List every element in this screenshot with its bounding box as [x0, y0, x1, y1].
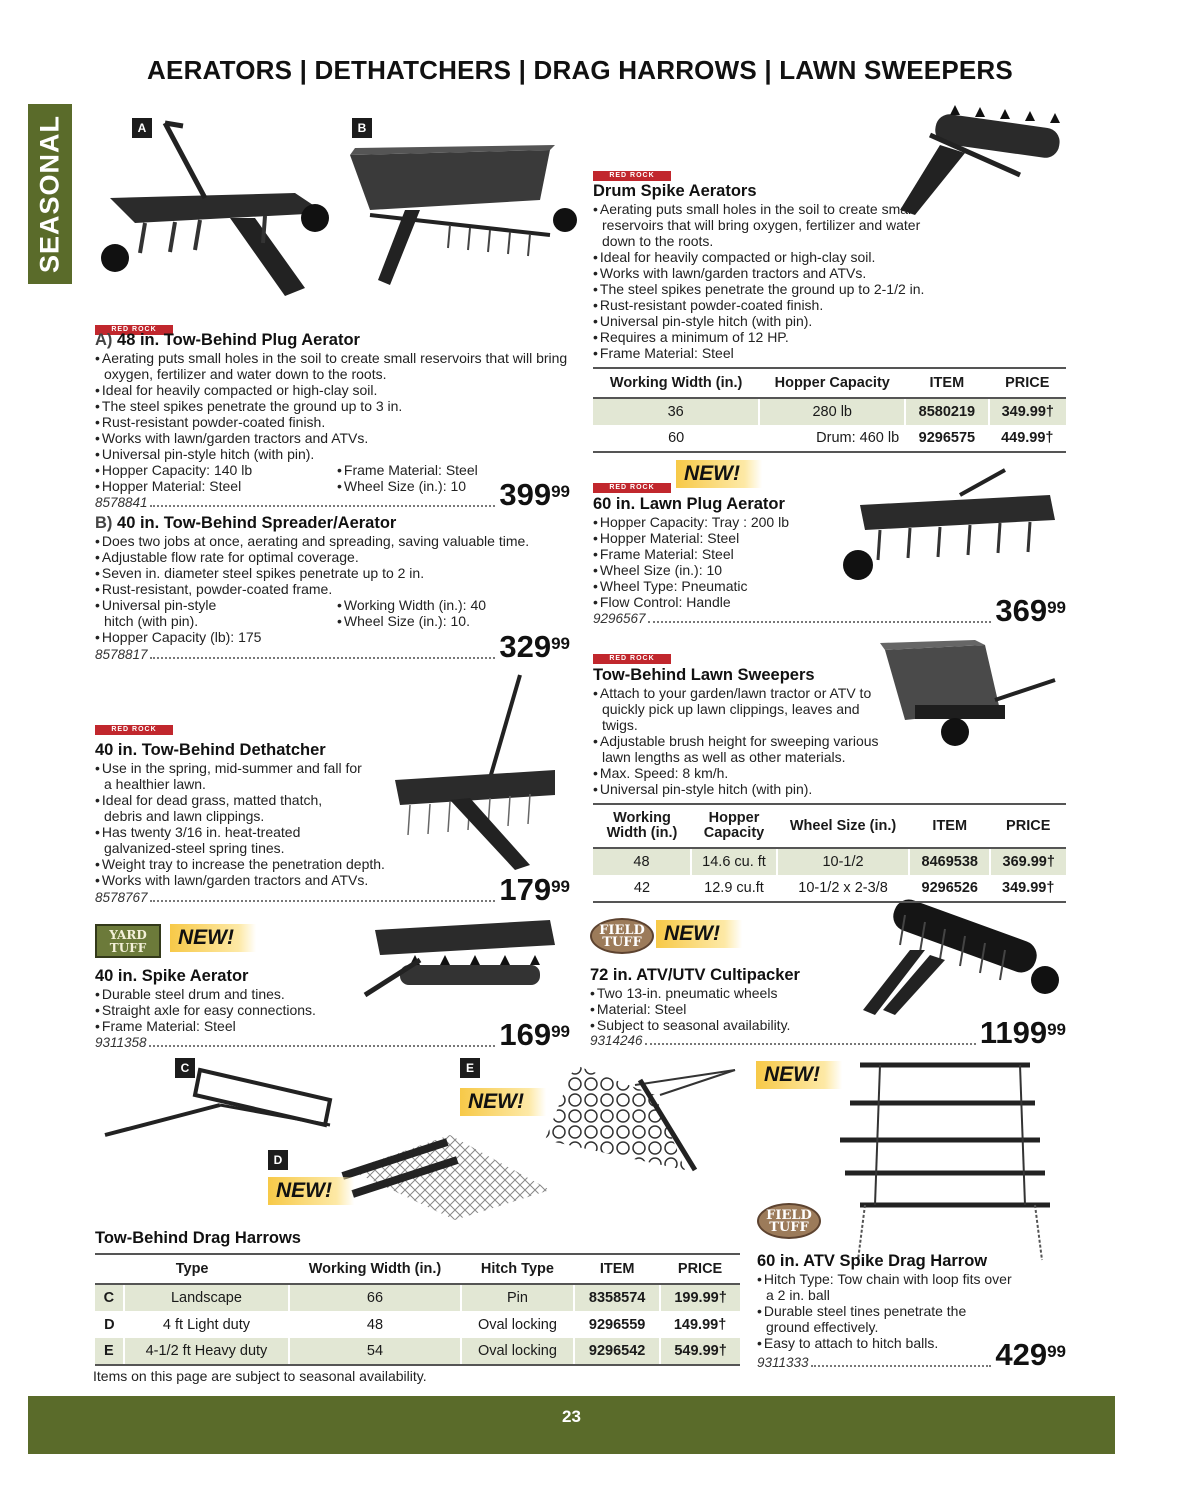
footer-bar — [28, 1396, 1115, 1454]
drum-spike-block — [593, 182, 973, 361]
red-rock-logo: RED ROCK — [593, 647, 671, 665]
price: $169^{99}$ — [499, 1017, 570, 1052]
plug-aerator-60-block — [593, 495, 853, 610]
plug-aerator-48-specs: • Hopper Capacity: 140 lb • Frame Material: Steel • Hopper Material: Steel • Wheel Size (in.): 10 — [95, 462, 575, 494]
price: 1199$^{99}$ — [979, 1015, 1066, 1050]
field-tuff-logo: FIELD TUFF — [590, 918, 654, 954]
page-title: AERATORS | DETHATCHERS | DRAG HARROWS | LAWN SWEEPERS — [147, 55, 1013, 85]
spike-harrow-60-title: 60 in. ATV Spike Drag Harrow — [757, 1252, 988, 1270]
plug-aerator-60-price-row — [593, 593, 1066, 628]
sku: 8578817 — [95, 647, 148, 662]
landscape-harrow-image — [100, 1065, 340, 1150]
price: $429^{99}$ — [995, 1337, 1066, 1372]
spike-harrow-60-price-row — [757, 1337, 1066, 1372]
spreader-aerator-40-title: B) 40 in. Tow-Behind Spreader/Aerator — [95, 514, 397, 532]
spreader-aerator-40-features: • Does two jobs at once, aerating and spreading, saving valuable time. • Adjustable flow rate for optimal coverage. • Seven in. diameter steel spikes penetrate up to 2 in. • Rust-resistant, powder-coated frame. — [95, 533, 575, 597]
section-tab — [28, 104, 72, 284]
price: $179^{99}$ — [499, 872, 570, 907]
spike-harrow-60-block — [757, 1252, 1017, 1351]
sweepers-features: • Attach to your garden/lawn tractor or ATV to quickly pick up lawn clippings, leaves and twigs. • Adjustable brush height for sweeping various lawn lengths as well as other materials. • Max. Speed: 8 km/h. • Universal pin-style hitch (with pin). — [593, 685, 913, 797]
dethatcher-40-price-row — [95, 872, 570, 907]
spreader-aerator-40-image — [330, 140, 580, 300]
drum-spike-table: Working Width (in.) Hopper Capacity ITEM PRICE 36 280 lb 8580219 349.99† 60 Drum: 460 lb 9296575 449.99† — [593, 367, 1066, 453]
spike-aerator-40-title: 40 in. Spike Aerator — [95, 967, 249, 985]
price: $329^{99}$ — [499, 629, 570, 664]
light-duty-harrow-image — [335, 1125, 560, 1225]
plug-aerator-48-image — [95, 118, 335, 308]
cultipacker-features: • Two 13-in. pneumatic wheels • Material: Steel • Subject to seasonal availability. — [590, 985, 850, 1033]
spike-aerator-40-price-row — [95, 1017, 570, 1052]
sku: 9311358 — [95, 1035, 147, 1050]
sku: 8578767 — [95, 890, 148, 905]
sku: 9296567 — [593, 611, 646, 626]
table-row: 60 Drum: 460 lb 9296575 449.99† — [593, 425, 1066, 452]
image-tag-a: A — [132, 118, 152, 138]
spike-harrow-60-features: • Hitch Type: Tow chain with loop fits over a 2 in. ball • Durable steel tines penetrate the ground effectively. • Easy to attach to hitch balls. — [757, 1271, 1017, 1351]
sweepers-title: Tow-Behind Lawn Sweepers — [593, 666, 815, 684]
sku: 9311333 — [757, 1355, 809, 1370]
dethatcher-40-block — [95, 741, 425, 888]
spreader-aerator-40-specs: • Universal pin-style hitch (with pin). • Working Width (in.): 40 • Hopper Capacity (lb): 175 • Wheel Size (in.): 10. — [95, 597, 575, 645]
table-row: C Landscape 66 Pin 8358574 199.99† — [95, 1284, 740, 1311]
drum-spike-title: Drum Spike Aerators — [593, 182, 757, 200]
sku: 9314246 — [590, 1033, 643, 1048]
sweepers-table: Working Width (in.) Hopper Capacity Wheel Size (in.) ITEM PRICE 48 14.6 cu. ft 10-1/2 8469538 369.99† 42 12.9 cu.ft 10-1/2 x 2-3/8 9296526 349.99† — [593, 803, 1066, 903]
table-row: E 4-1/2 ft Heavy duty 54 Oval locking 9296542 549.99† — [95, 1338, 740, 1365]
heavy-duty-harrow-image — [535, 1060, 745, 1180]
cultipacker-title: 72 in. ATV/UTV Cultipacker — [590, 966, 800, 984]
cultipacker-price-row — [590, 1015, 1066, 1050]
new-badge: NEW! — [460, 1088, 546, 1116]
cultipacker-image — [855, 910, 1060, 1020]
plug-aerator-48-block — [95, 331, 575, 494]
price: $369^{99}$ — [995, 593, 1066, 628]
page-number: 23 — [562, 1407, 581, 1426]
drag-harrows-title: Tow-Behind Drag Harrows — [95, 1229, 301, 1247]
new-badge: NEW! — [170, 924, 256, 952]
new-badge: NEW! — [676, 460, 762, 488]
image-tag-c: C — [175, 1058, 195, 1078]
red-rock-logo: RED ROCK — [95, 318, 173, 336]
sweepers-block — [593, 666, 913, 797]
red-rock-logo: RED ROCK — [593, 476, 671, 494]
sku: 8578841 — [95, 495, 148, 510]
image-tag-d: D — [268, 1150, 288, 1170]
plug-aerator-60-features: • Hopper Capacity: Tray : 200 lb • Hopper Material: Steel • Frame Material: Steel • Wheel Size (in.): 10 • Wheel Type: Pneumatic • Flow Control: Handle — [593, 514, 853, 610]
yard-tuff-logo: YARD TUFF — [95, 924, 161, 958]
spike-harrow-60-image — [830, 1055, 1060, 1265]
spike-aerator-40-features: • Durable steel drum and tines. • Straight axle for easy connections. • Frame Material: Steel — [95, 986, 395, 1034]
plug-aerator-60-title: 60 in. Lawn Plug Aerator — [593, 495, 785, 513]
table-row: D 4 ft Light duty 48 Oval locking 9296559 149.99† — [104, 1316, 727, 1333]
section-tab-label: SEASONAL — [34, 114, 65, 274]
red-rock-logo: RED ROCK — [593, 164, 671, 182]
spreader-aerator-40-price-row — [95, 629, 570, 664]
new-badge: NEW! — [268, 1177, 354, 1205]
image-tag-b: B — [352, 118, 372, 138]
dethatcher-40-title: 40 in. Tow-Behind Dethatcher — [95, 741, 326, 759]
new-badge: NEW! — [756, 1061, 842, 1089]
spreader-aerator-40-block — [95, 514, 575, 645]
field-tuff-logo: FIELD TUFF — [757, 1203, 821, 1239]
seasonal-note: Items on this page are subject to seasonal availability. — [93, 1368, 427, 1384]
new-badge: NEW! — [656, 920, 742, 948]
plug-aerator-60-image — [840, 465, 1065, 585]
red-rock-logo: RED ROCK — [95, 718, 173, 736]
dethatcher-40-features: • Use in the spring, mid-summer and fall for a healthier lawn. • Ideal for dead grass, matted thatch, debris and lawn clippings. • Has twenty 3/16 in. heat-treated galvanized-steel spring tines. • Weight tray to increase the penetration depth. • Works with lawn/garden tractors and ATVs. — [95, 760, 415, 888]
drag-harrows-table: Type Working Width (in.) Hitch Type ITEM PRICE C Landscape 66 Pin 8358574 199.99† D 4 ft Light duty 48 Oval locking 9296559 149.99† E 4-1/2 ft Heavy duty 54 Oval locking 9296542 549.99† — [95, 1253, 740, 1366]
price: $399^{99}$ — [499, 477, 570, 512]
drum-spike-features: • Aerating puts small holes in the soil to create small reservoirs that will bring oxygen, fertilizer and water down to the roots. • Ideal for heavily compacted or high-clay soil. • Works with lawn/garden tractors and ATVs. • The steel spikes penetrate the ground up to 2-1/2 in. • Rust-resistant powder-coated finish. • Universal pin-style hitch (with pin). • Requires a minimum of 12 HP. • Frame Material: Steel — [593, 201, 973, 361]
plug-aerator-48-title: A) 48 in. Tow-Behind Plug Aerator — [95, 331, 360, 349]
table-row: 42 12.9 cu.ft 10-1/2 x 2-3/8 9296526 349.99† — [593, 875, 1066, 902]
table-row: 36 280 lb 8580219 349.99† — [593, 398, 1066, 425]
table-row: 48 14.6 cu. ft 10-1/2 8469538 369.99† — [593, 848, 1066, 875]
image-tag-e: E — [460, 1058, 480, 1078]
plug-aerator-48-features: • Aerating puts small holes in the soil to create small reservoirs that will bring oxygen, fertilizer and water down to the roots. • Ideal for heavily compacted or high-clay soil. • The steel spikes penetrate the ground up to 3 in. • Rust-resistant powder-coated finish. • Works with lawn/garden tractors and ATVs. • Universal pin-style hitch (with pin). — [95, 350, 575, 462]
